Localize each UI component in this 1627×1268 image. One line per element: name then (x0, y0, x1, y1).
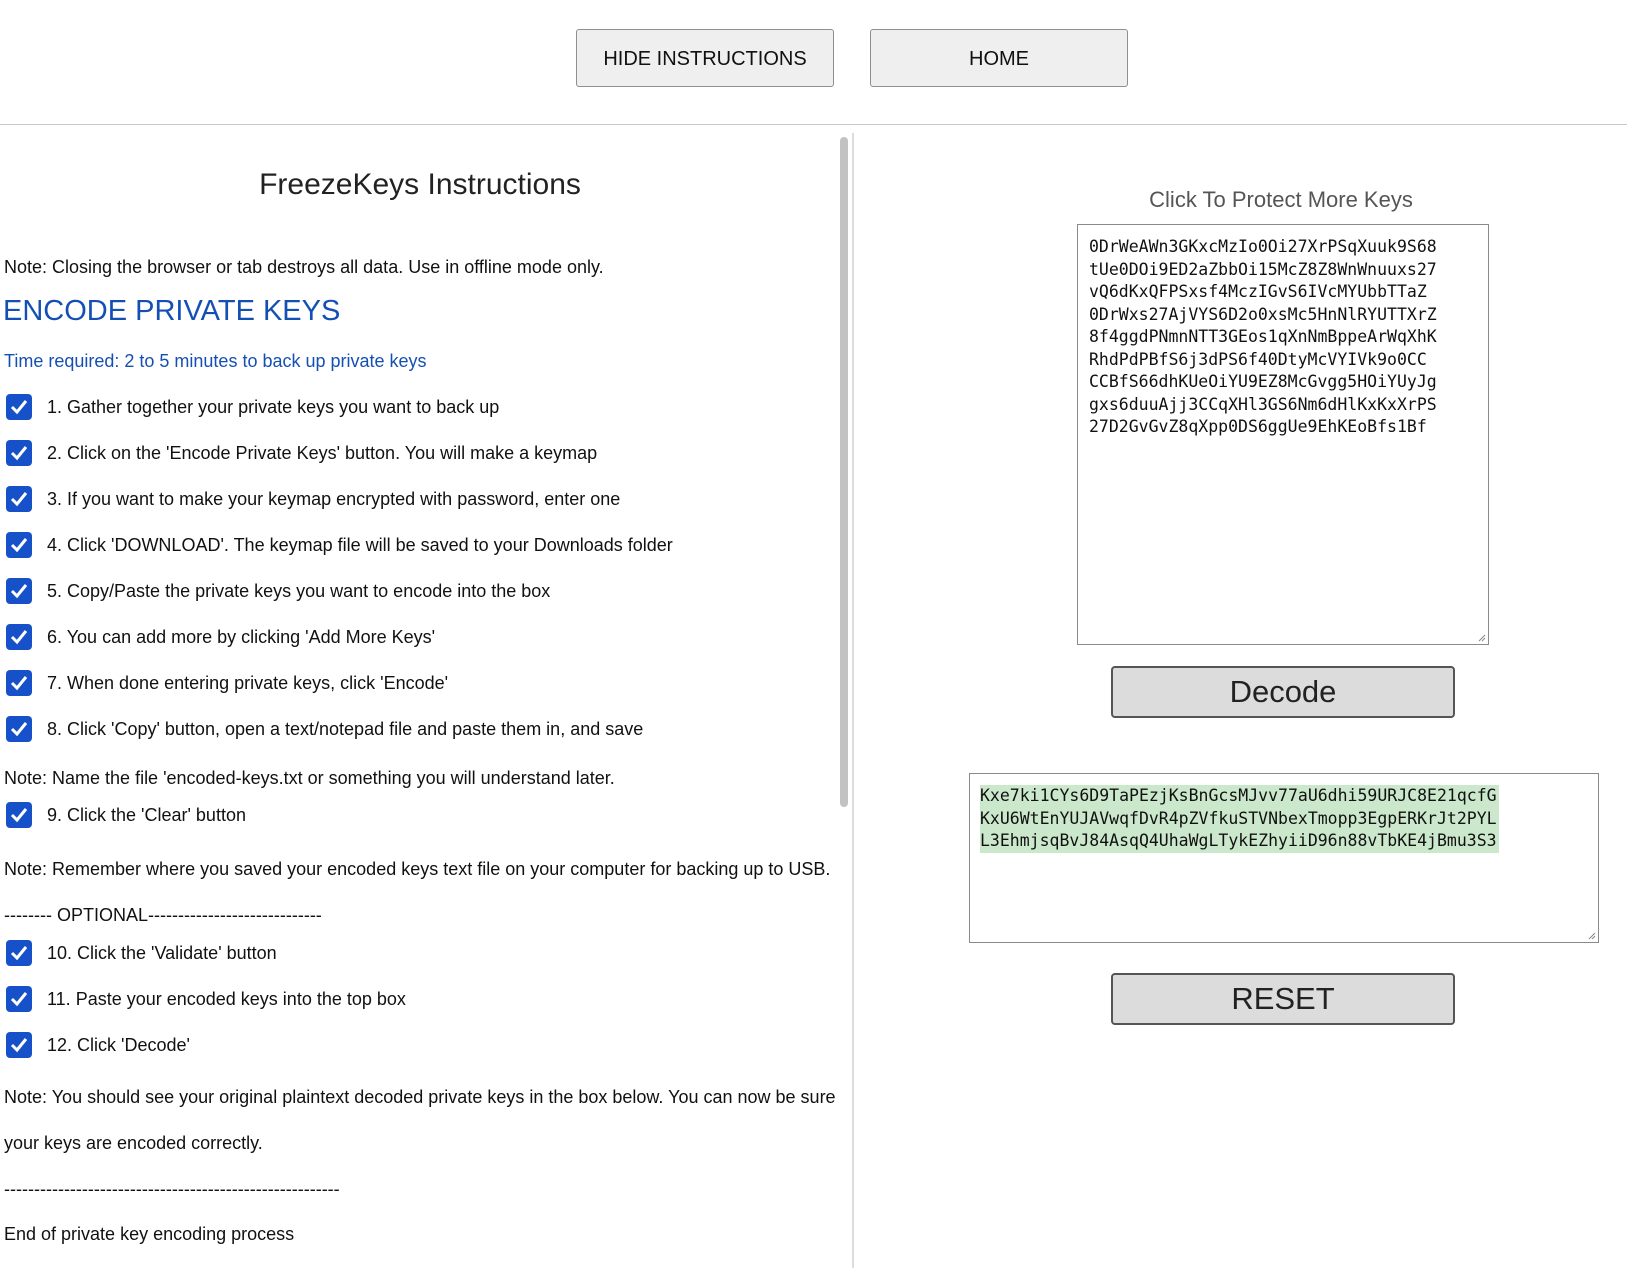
step-label: 6. You can add more by clicking 'Add More Keys' (47, 627, 436, 647)
step-label: 7. When done entering private keys, click 'Encode' (47, 673, 449, 693)
checkbox[interactable] (6, 716, 32, 742)
panel-divider (852, 133, 854, 1268)
text-line: L3EhmjsqBvJ84AsqQ4UhaWgLTykEZhyiiD96n88vTbKE4jBmu3S3 (980, 830, 1499, 853)
note-see-1: Note: You should see your original plaintext decoded private keys in the box below. You can now be sure (4, 1087, 836, 1107)
decode-button[interactable]: Decode (1111, 666, 1455, 718)
text-line: Kxe7ki1CYs6D9TaPEzjKsBnGcsMJvv77aU6dhi59URJC8E21qcfG (980, 785, 1499, 808)
encode-heading: ENCODE PRIVATE KEYS (3, 295, 341, 327)
decoded-keys-textarea[interactable] (969, 773, 1599, 943)
reset-button[interactable]: RESET (1111, 973, 1455, 1025)
instructions-scrollbar[interactable] (836, 133, 852, 1268)
note-see-2: your keys are encoded correctly. (4, 1133, 263, 1153)
text-line: 0DrWxs27AjVYS6D2o0xsMc5HnNlRYUTTXrZ (1089, 304, 1437, 324)
checkbox[interactable] (6, 440, 32, 466)
instructions-title: FreezeKeys Instructions (259, 168, 581, 201)
step-label: 5. Copy/Paste the private keys you want to encode into the box (47, 581, 551, 601)
note-offline: Note: Closing the browser or tab destroys all data. Use in offline mode only. (4, 257, 604, 277)
step-label: 11. Paste your encoded keys into the top box (47, 989, 406, 1009)
text-line: vQ6dKxQFPSxsf4MczIGvS6IVcMYUbbTTaZ (1089, 282, 1427, 301)
step-label: 12. Click 'Decode' (47, 1035, 190, 1055)
checkbox[interactable] (6, 532, 32, 558)
note-filename: Note: Name the file 'encoded-keys.txt or something you will understand later. (4, 768, 615, 788)
text-line: 27D2GvGvZ8qXpp0DS6ggUe9EhKEoBfs1Bf (1089, 417, 1427, 436)
checkbox[interactable] (6, 394, 32, 420)
resize-grip-icon[interactable] (1476, 632, 1486, 642)
checkbox[interactable] (6, 578, 32, 604)
text-line: 8f4ggdPNmnNTT3GEos1qXnNmBppeArWqXhK (1089, 327, 1437, 346)
note-remember: Note: Remember where you saved your encoded keys text file on your computer for backing up to USB. (4, 859, 831, 879)
checkbox[interactable] (6, 940, 32, 966)
text-line: gxs6duuAjj3CCqXHl3GS6Nm6dHlKxKxXrPS (1089, 394, 1437, 414)
checkbox[interactable] (6, 624, 32, 650)
checkbox[interactable] (6, 486, 32, 512)
end-divider: -------------------------------------------------------- (4, 1179, 340, 1199)
checkbox[interactable] (6, 1032, 32, 1058)
text-line: RhdPdPBfS6j3dPS6f40DtyMcVYIVk9o0CC (1089, 349, 1427, 369)
protect-more-keys-link[interactable]: Click To Protect More Keys (1149, 187, 1413, 212)
top-bar (0, 0, 1627, 125)
encoded-keys-textarea[interactable] (1077, 224, 1489, 645)
step-label: 4. Click 'DOWNLOAD'. The keymap file will be saved to your Downloads folder (47, 535, 673, 555)
step-label: 8. Click 'Copy' button, open a text/notepad file and paste them in, and save (47, 719, 644, 739)
resize-grip-icon[interactable] (1586, 930, 1596, 940)
home-button[interactable]: HOME (870, 29, 1128, 87)
end-text: End of private key encoding process (4, 1224, 295, 1244)
step-label: 10. Click the 'Validate' button (47, 943, 277, 963)
step-label: 9. Click the 'Clear' button (47, 805, 246, 825)
step-label: 3. If you want to make your keymap encrypted with password, enter one (47, 489, 621, 509)
hide-instructions-button[interactable]: HIDE INSTRUCTIONS (576, 29, 834, 87)
checkbox[interactable] (6, 670, 32, 696)
scrollbar-thumb[interactable] (840, 137, 848, 807)
step-label: 2. Click on the 'Encode Private Keys' button. You will make a keymap (47, 443, 598, 463)
text-line: CCBfS66dhKUeOiYU9EZ8McGvgg5HOiYUyJg (1089, 372, 1437, 391)
optional-divider: -------- OPTIONAL----------------------------- (4, 905, 322, 925)
time-required: Time required: 2 to 5 minutes to back up private keys (4, 351, 427, 371)
checkbox[interactable] (6, 986, 32, 1012)
text-line: 0DrWeAWn3GKxcMzIo0Oi27XrPSqXuuk9S68 (1089, 237, 1437, 256)
step-label: 1. Gather together your private keys you want to back up (47, 397, 500, 417)
checkbox[interactable] (6, 802, 32, 828)
text-line: tUe0DOi9ED2aZbbOi15McZ8Z8WnWnuuxs27 (1089, 259, 1437, 279)
text-line: KxU6WtEnYUJAVwqfDvR4pZVfkuSTVNbexTmopp3EgpERKrJt2PYL (980, 808, 1499, 831)
